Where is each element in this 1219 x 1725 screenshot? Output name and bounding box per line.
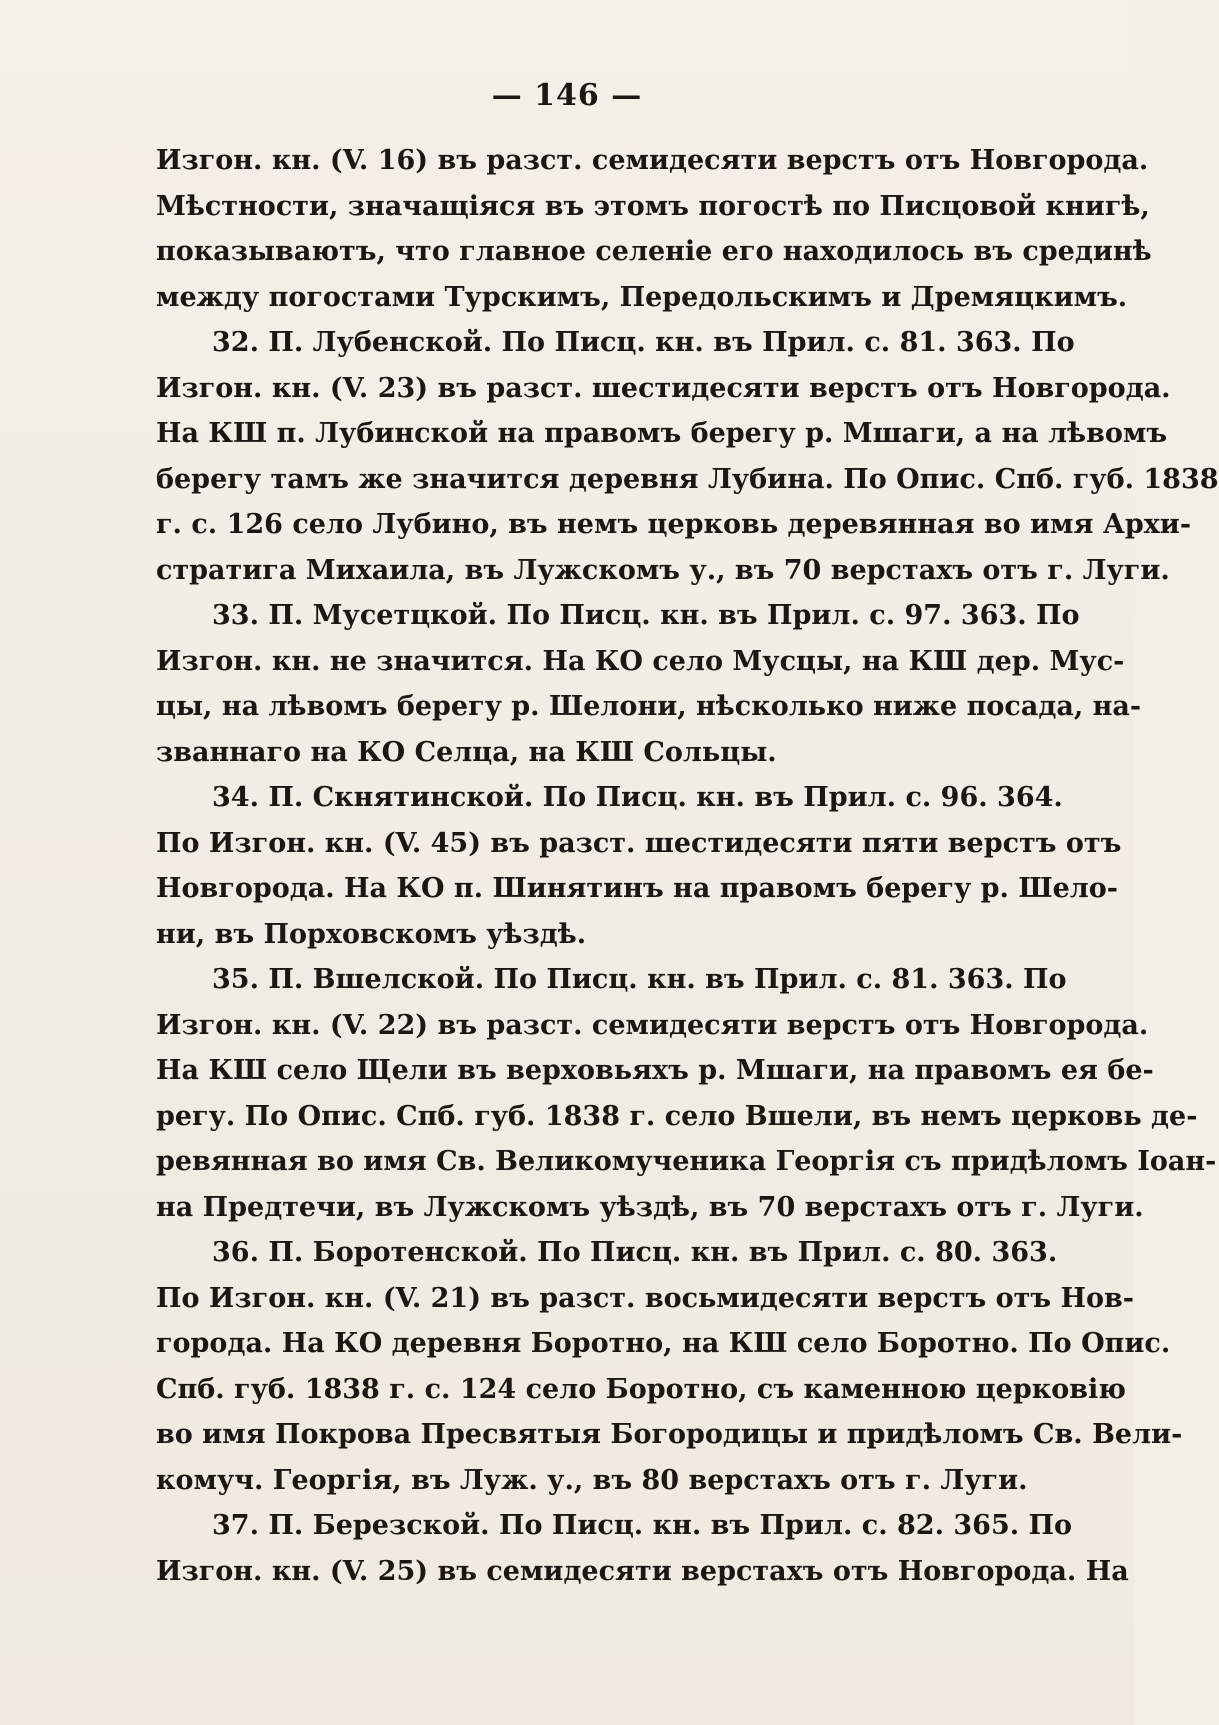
- text-line: г. с. 126 село Лубино, въ немъ церковь деревянная во имя Архи-: [156, 509, 1192, 540]
- text-line: Изгон. кн. (V. 23) въ разст. шестидесяти верстъ отъ Новгорода.: [156, 372, 1171, 404]
- text-line: Мѣстности, значащіяся въ этомъ погостѣ по Писцовой книгѣ,: [156, 190, 1150, 222]
- text-line: Новгорода. На КО п. Шинятинъ на правомъ берегу р. Шело-: [156, 873, 1119, 904]
- text-line: На КШ село Щели въ верховьяхъ р. Мшаги, на правомъ ея бе-: [156, 1055, 1154, 1086]
- text-line: званнаго на КО Селца, на КШ Сольцы.: [156, 736, 777, 768]
- text-line: 33. П. Мусетцкой. По Писц. кн. въ Прил. с. 97. 363. По: [212, 600, 1080, 631]
- text-line: Изгон. кн. (V. 25) въ семидесяти верстахъ отъ Новгорода. На: [156, 1555, 1129, 1587]
- text-line: во имя Покрова Пресвятыя Богородицы и придѣломъ Св. Вели-: [156, 1419, 1183, 1450]
- text-line: Изгон. кн. (V. 22) въ разст. семидесяти верстъ отъ Новгорода.: [156, 1009, 1149, 1041]
- text-line: 32. П. Лубенской. По Писц. кн. въ Прил. с. 81. 363. По: [212, 327, 1075, 358]
- text-line: 37. П. Березской. По Писц. кн. въ Прил. с. 82. 365. По: [212, 1510, 1073, 1541]
- text-line: города. На КО деревня Боротно, на КШ село Боротно. По Опис.: [156, 1328, 1171, 1359]
- text-line: ревянная во имя Св. Великомученика Георгія съ придѣломъ Іоан-: [156, 1146, 1217, 1177]
- text-line: 35. П. Вшелской. По Писц. кн. въ Прил. с. 81. 363. По: [212, 964, 1067, 995]
- text-line: на Предтечи, въ Лужскомъ уѣздѣ, въ 70 верстахъ отъ г. Луги.: [156, 1191, 1144, 1223]
- text-line: комуч. Георгія, въ Луж. у., въ 80 верстахъ отъ г. Луги.: [156, 1464, 1028, 1496]
- text-line: Изгон. кн. не значится. На КО село Мусцы, на КШ дер. Мус-: [156, 645, 1125, 677]
- text-line: По Изгон. кн. (V. 45) въ разст. шестидесяти пяти верстъ отъ: [156, 827, 1122, 859]
- text-line: берегу тамъ же значится деревня Лубина. По Опис. Спб. губ. 1838: [156, 463, 1219, 495]
- text-line: между погостами Турскимъ, Передольскимъ и Дремяцкимъ.: [156, 281, 1128, 313]
- text-line: показываютъ, что главное селеніе его находилось въ срединѣ: [156, 236, 1152, 267]
- text-line: стратига Михаила, въ Лужскомъ у., въ 70 верстахъ отъ г. Луги.: [156, 554, 1170, 586]
- text-line: Изгон. кн. (V. 16) въ разст. семидесяти верстъ отъ Новгорода.: [156, 145, 1149, 176]
- text-line: По Изгон. кн. (V. 21) въ разст. восьмидесяти верстъ отъ Нов-: [156, 1282, 1134, 1314]
- text-line: 34. П. Скнятинской. По Писц. кн. въ Прил. с. 96. 364.: [212, 782, 1063, 813]
- text-line: ни, въ Порховскомъ уѣздѣ.: [156, 918, 587, 950]
- text-line: 36. П. Боротенской. По Писц. кн. въ Прил. с. 80. 363.: [212, 1237, 1058, 1268]
- text-line: цы, на лѣвомъ берегу р. Шелони, нѣсколько ниже посада, на-: [156, 691, 1142, 722]
- text-line: На КШ п. Лубинской на правомъ берегу р. Мшаги, а на лѣвомъ: [156, 418, 1168, 449]
- text-line: Спб. губ. 1838 г. с. 124 село Боротно, съ каменною церковію: [156, 1373, 1126, 1405]
- page-number: — 146 —: [491, 78, 643, 113]
- page-body-text: [156, 138, 1219, 1594]
- text-line: регу. По Опис. Спб. губ. 1838 г. село Вшели, въ немъ церковь де-: [156, 1100, 1198, 1132]
